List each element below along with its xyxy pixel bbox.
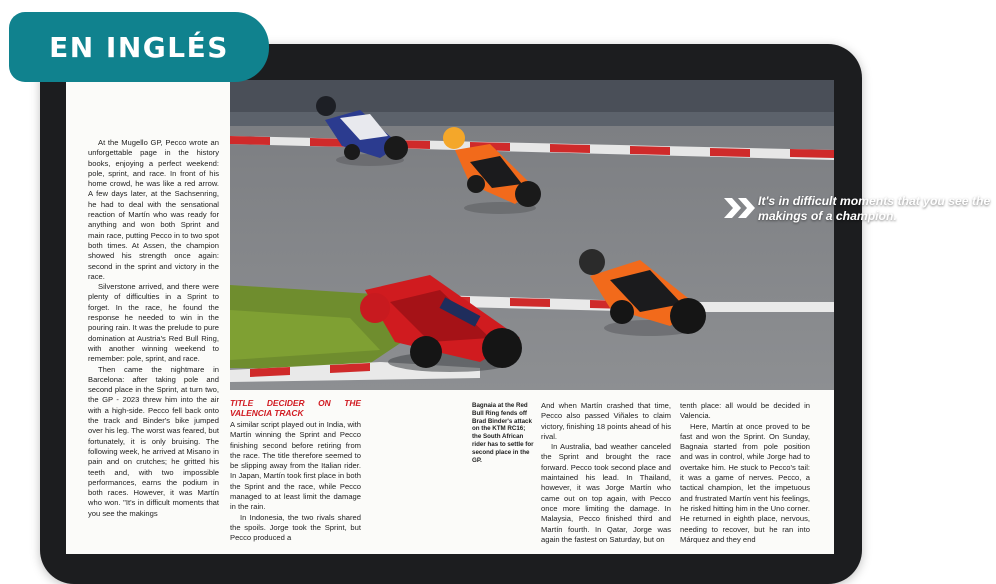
pull-quote-text: It's in difficult moments that you see the makings of a champion. <box>758 194 991 223</box>
paragraph: In Indonesia, the two rivals shared the spoils. Jorge took the Sprint, but Pecco produced a <box>230 512 361 543</box>
article-column-4 <box>680 401 810 545</box>
paragraph: Here, Martín at once proved to be fast and won the Sprint. On Sunday, Bagnaia started from pole position and was in control, while Jorge had to overtake him. He stuck to Pecco's tail: it was a game of nerves. Pecco, a tactical champion, let the impetuous and frustrated Martín vent his feelings, he risked hitting him in the Uno corner. He returned in eighth place, nervous, needing to recover, but he ran into Márquez and they end <box>680 421 810 544</box>
section-heading: TITLE DECIDER ON THE VALENCIA TRACK <box>230 398 361 418</box>
paragraph: Then came the nightmare in Barcelona: after taking pole and second place in the Sprint, at turn two, the GP - 2023 threw him into the air with a high-side. Pecco fell back onto the track and Binder's bike jumped over his leg. The worst was feared, but fortunately, it is only bruising. The following week, he arrived at Misano in pain and on crutches; he gritted his teeth and, with two impossible performances, earns the podium in both races. However, it was Martín who won. "It's in difficult moments that you see the makings <box>88 364 219 518</box>
language-badge-label: EN INGLÉS <box>49 30 229 64</box>
language-badge[interactable] <box>9 12 269 82</box>
paragraph: A similar script played out in India, with Martín winning the Sprint and Pecco finishing second before retiring from the race. The title therefore seemed to be slipping away from the Italian rider. In Japan, Martín took first place in both the Sprint and the race, while Pecco managed to at least limit the damage in the rain. <box>230 420 361 512</box>
race-photo <box>230 80 991 390</box>
article-column-2 <box>230 398 361 544</box>
article-column-3 <box>541 401 671 545</box>
photo-caption: Bagnaia at the Red Bull Ring fends off Brad Binder's attack on the KTM RC16; the South African rider has to settle for second place in the GP. <box>472 402 534 464</box>
paragraph: At the Mugello GP, Pecco wrote an unforgettable page in the history books, enjoying a perfect weekend: pole, sprint, and race. In front of his home crowd, he was like a red arrow. A few days later, at the Sachsenring, he had to deal with the sensational reaction of Martín who was ready for anything and won both Sprint and main race, putting Pecco in to two spot both times. At Assen, the champion showed his strength once again: second in the sprint and victory in the race. <box>88 138 219 281</box>
paragraph: And when Martín crashed that time, Pecco also passed Viñales to claim victory, finishing 18 points ahead of his rival. <box>541 401 671 441</box>
paragraph: tenth place: all would be decided in Valencia. <box>680 401 810 421</box>
pull-quote <box>724 194 996 224</box>
double-chevron-icon <box>724 196 758 220</box>
paragraph: In Australia, bad weather canceled the Sprint and brought the race forward. Pecco took second place and maintained his lead. In Thailand, however, it was Jorge Martín who came out on top again, with Pecco once more limiting the damage. In Malaysia, Pecco finished third and Martín fourth. In Qatar, Jorge was again the fastest on Saturday, but on <box>541 442 671 544</box>
article-column-1 <box>88 138 219 519</box>
race-photo-illustration <box>230 80 834 390</box>
magazine-page[interactable] <box>66 80 991 554</box>
paragraph: Silverstone arrived, and there were plenty of difficulties in a Sprint to forget. In the race, he found the response he needed to win in the pouring rain. It was the prelude to pure domination at Austria's Red Bull Ring, with another winning weekend to remember: pole, sprint, and race. <box>88 282 219 364</box>
